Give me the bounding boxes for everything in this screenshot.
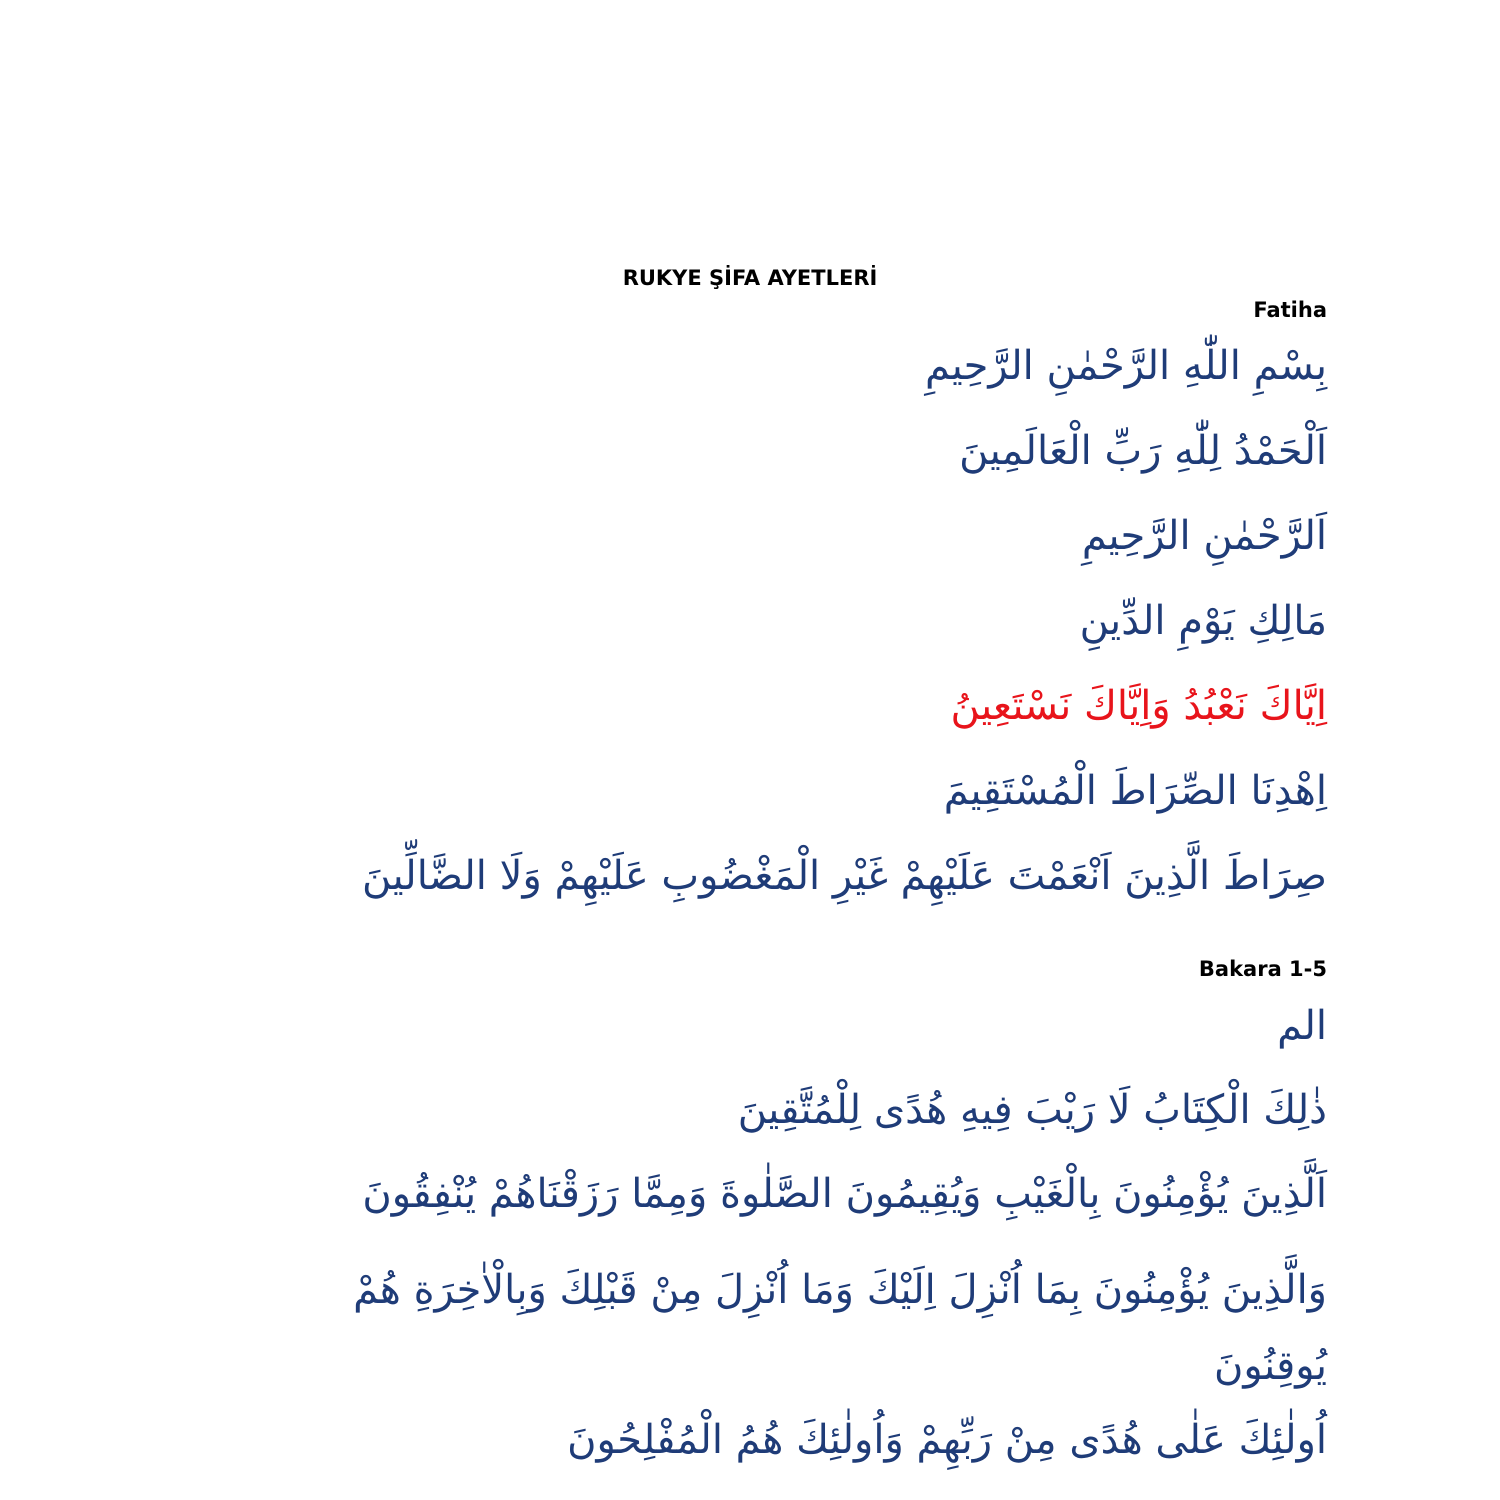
verse-line: مَالِكِ يَوْمِ الدِّينِ xyxy=(1079,598,1327,644)
verse-line: الم xyxy=(1277,1003,1327,1049)
verse-line: ذٰلِكَ الْكِتَابُ لَا رَيْبَ فِيهِ هُدًى لِلْمُتَّقِينَ xyxy=(737,1087,1327,1133)
verse-line: اَلَّذِينَ يُؤْمِنُونَ بِالْغَيْبِ وَيُقِيمُونَ الصَّلٰوةَ وَمِمَّا رَزَقْنَاهُمْ يُنْفِقُونَ xyxy=(362,1171,1327,1217)
document-title: RUKYE ŞİFA AYETLERİ xyxy=(622,266,878,290)
section-heading-fatiha: Fatiha xyxy=(1253,298,1327,322)
verse-line: اَلْحَمْدُ لِلّٰهِ رَبِّ الْعَالَمِينَ xyxy=(959,428,1327,474)
verse-line: اُولٰئِكَ عَلٰى هُدًى مِنْ رَبِّهِمْ وَاُولٰئِكَ هُمُ الْمُفْلِحُونَ xyxy=(567,1417,1327,1463)
verse-line: اَلرَّحْمٰنِ الرَّحِيمِ xyxy=(1081,513,1327,559)
verse-line: اِهْدِنَا الصِّرَاطَ الْمُسْتَقِيمَ xyxy=(943,768,1327,814)
verse-line-highlighted: اِيَّاكَ نَعْبُدُ وَاِيَّاكَ نَسْتَعِينُ xyxy=(950,683,1327,729)
verse-line: صِرَاطَ الَّذِينَ اَنْعَمْتَ عَلَيْهِمْ غَيْرِ الْمَغْضُوبِ عَلَيْهِمْ وَلَا الضَّالِّينَ xyxy=(362,853,1327,899)
verse-line-wrapped: وَالَّذِينَ يُؤْمِنُونَ بِمَا اُنْزِلَ اِلَيْكَ وَمَا اُنْزِلَ مِنْ قَبْلِكَ وَبِالْاٰخِرَةِ هُمْ يُوقِنُونَ xyxy=(353,1267,1327,1389)
section-heading-bakara: Bakara 1-5 xyxy=(1198,957,1327,981)
verse-line: بِسْمِ اللّٰهِ الرَّحْمٰنِ الرَّحِيمِ xyxy=(924,343,1327,389)
